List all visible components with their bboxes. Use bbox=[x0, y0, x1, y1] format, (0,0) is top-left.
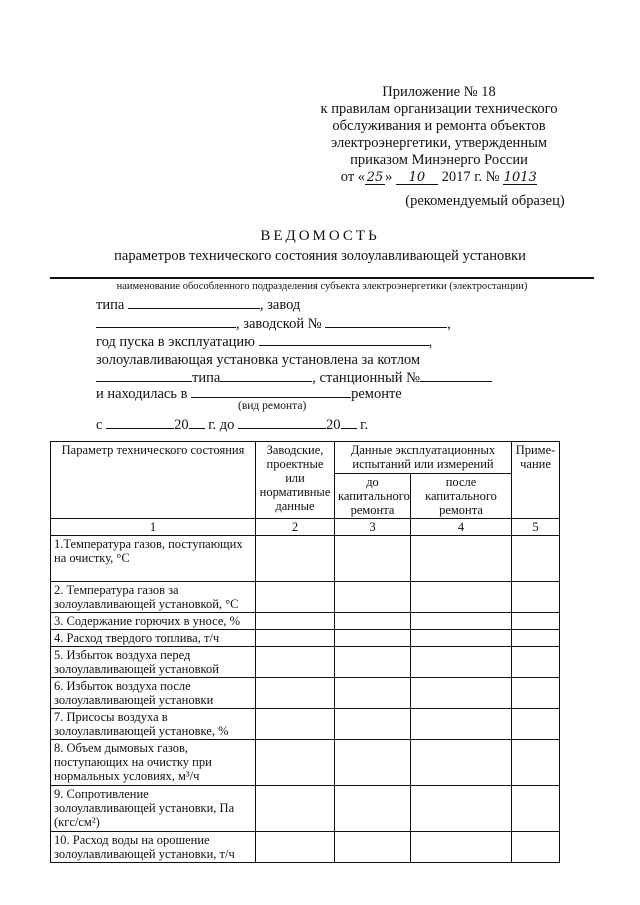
table-row bbox=[51, 740, 560, 786]
table-cell[interactable] bbox=[335, 832, 411, 863]
row-parameter-label: 1.Температура газов, поступающих на очистку, °С bbox=[51, 536, 256, 582]
table-cell[interactable] bbox=[256, 630, 335, 647]
table-cell[interactable] bbox=[411, 740, 512, 786]
table-cell[interactable] bbox=[335, 630, 411, 647]
year-20-b: 20 bbox=[326, 417, 341, 433]
table-cell[interactable] bbox=[335, 740, 411, 786]
document-subtitle: параметров технического состояния золоулавливающей установки bbox=[114, 248, 526, 264]
column-number: 5 bbox=[512, 519, 560, 536]
table-cell[interactable] bbox=[256, 709, 335, 740]
launch-label: год пуска в эксплуатацию bbox=[96, 334, 255, 350]
header-factory-data: Заводские, проектные или нормативные данные bbox=[256, 442, 335, 519]
table-cell[interactable] bbox=[512, 740, 560, 786]
form-line-serial bbox=[96, 315, 451, 333]
table-cell[interactable] bbox=[512, 786, 560, 832]
table-cell[interactable] bbox=[256, 647, 335, 678]
column-numbers-row bbox=[51, 519, 560, 536]
station-number-field[interactable] bbox=[420, 369, 492, 382]
table-cell[interactable] bbox=[256, 613, 335, 630]
to-date-field[interactable] bbox=[238, 416, 326, 429]
type2-field[interactable] bbox=[220, 369, 312, 382]
table-row bbox=[51, 536, 560, 582]
row-parameter-label: 6. Избыток воздуха после золоулавливающей установки bbox=[51, 678, 256, 709]
serial-field[interactable] bbox=[325, 315, 447, 328]
row-parameter-label: 8. Объем дымовых газов, поступающих на очистку при нормальных условиях, м³/ч bbox=[51, 740, 256, 786]
table-cell[interactable] bbox=[411, 678, 512, 709]
table-cell[interactable] bbox=[512, 613, 560, 630]
table-row bbox=[51, 582, 560, 613]
was-in-label: и находилась в bbox=[96, 386, 188, 402]
table-cell[interactable] bbox=[256, 536, 335, 582]
header-operational-data: Данные эксплуатационных испытаний или измерений bbox=[335, 442, 512, 474]
table-cell[interactable] bbox=[256, 786, 335, 832]
table-cell[interactable] bbox=[512, 536, 560, 582]
appendix-line-3: обслуживания и ремонта объектов bbox=[332, 118, 546, 134]
table-row bbox=[51, 678, 560, 709]
table-cell[interactable] bbox=[512, 832, 560, 863]
table-cell[interactable] bbox=[512, 709, 560, 740]
form-line-installed: золоулавливающая установка установлена за котлом bbox=[96, 352, 421, 368]
header-before-repair: до капитального ремонта bbox=[335, 474, 411, 519]
table-cell[interactable] bbox=[411, 832, 512, 863]
appendix-date-line bbox=[304, 169, 574, 186]
serial-label: , заводской № bbox=[236, 316, 322, 332]
table-cell[interactable] bbox=[256, 678, 335, 709]
table-cell[interactable] bbox=[512, 647, 560, 678]
date-month: 10 bbox=[396, 171, 438, 185]
launch-year-field[interactable] bbox=[259, 333, 429, 346]
appendix-line-2: к правилам организации технического bbox=[320, 101, 558, 117]
table-cell[interactable] bbox=[335, 647, 411, 678]
table-cell[interactable] bbox=[411, 582, 512, 613]
table-cell[interactable] bbox=[411, 709, 512, 740]
table-cell[interactable] bbox=[411, 613, 512, 630]
row-parameter-label: 2. Температура газов за золоулавливающей установкой, °С bbox=[51, 582, 256, 613]
table-row bbox=[51, 647, 560, 678]
table-cell[interactable] bbox=[335, 613, 411, 630]
table-cell[interactable] bbox=[411, 786, 512, 832]
row-parameter-label: 5. Избыток воздуха перед золоулавливающей установкой bbox=[51, 647, 256, 678]
from-year-field[interactable] bbox=[189, 416, 205, 429]
table-row bbox=[51, 630, 560, 647]
table-cell[interactable] bbox=[512, 630, 560, 647]
repair-label: ремонте bbox=[351, 386, 402, 402]
repair-type-field[interactable] bbox=[191, 385, 351, 398]
appendix-header bbox=[304, 84, 574, 186]
appendix-line-4: электроэнергетики, утвержденным bbox=[331, 135, 547, 151]
table-cell[interactable] bbox=[335, 582, 411, 613]
date-year: 2017 г. № bbox=[441, 169, 500, 185]
header-parameter: Параметр технического состояния bbox=[51, 442, 256, 519]
document-title: ВЕДОМОСТЬ bbox=[260, 228, 380, 244]
from-label: с bbox=[96, 417, 103, 433]
table-cell[interactable] bbox=[256, 582, 335, 613]
column-number: 4 bbox=[411, 519, 512, 536]
station-label: , станционный № bbox=[312, 370, 420, 386]
table-cell[interactable] bbox=[335, 786, 411, 832]
row-parameter-label: 10. Расход воды на орошение золоулавливающей установки, т/ч bbox=[51, 832, 256, 863]
type2-label: типа bbox=[192, 370, 221, 386]
row-parameter-label: 3. Содержание горючих в уносе, % bbox=[51, 613, 256, 630]
table-cell[interactable] bbox=[411, 536, 512, 582]
appendix-line-5: приказом Минэнерго России bbox=[350, 152, 528, 168]
appendix-line-1: Приложение № 18 bbox=[382, 84, 496, 100]
row-parameter-label: 7. Присосы воздуха в золоулавливающей установке, % bbox=[51, 709, 256, 740]
table-cell[interactable] bbox=[411, 647, 512, 678]
order-number: 1013 bbox=[503, 170, 537, 185]
comma: , bbox=[447, 316, 451, 332]
plant-field[interactable] bbox=[96, 315, 236, 328]
type-field[interactable] bbox=[128, 296, 260, 309]
form-line-type bbox=[96, 296, 300, 314]
table-cell[interactable] bbox=[335, 536, 411, 582]
organization-name-line bbox=[50, 277, 594, 279]
table-row bbox=[51, 832, 560, 863]
table-row bbox=[51, 613, 560, 630]
g-end-label: г. bbox=[360, 417, 369, 433]
date-mid: » bbox=[385, 169, 393, 185]
form-line-launch bbox=[96, 333, 432, 351]
plant-label: , завод bbox=[259, 297, 301, 313]
table-cell[interactable] bbox=[512, 582, 560, 613]
table-row bbox=[51, 709, 560, 740]
comma: , bbox=[428, 334, 433, 350]
from-date-field[interactable] bbox=[106, 416, 174, 429]
type-label: типа bbox=[96, 297, 125, 313]
date-prefix: от « bbox=[340, 169, 366, 185]
year-20-a: 20 bbox=[174, 417, 189, 433]
parameters-table bbox=[50, 441, 560, 863]
header-after-repair: после капитального ремонта bbox=[411, 474, 512, 519]
header-note: Приме-чание bbox=[512, 442, 560, 519]
boiler-field[interactable] bbox=[96, 369, 192, 382]
table-cell[interactable] bbox=[256, 832, 335, 863]
date-day: 25 bbox=[366, 170, 384, 185]
column-number: 1 bbox=[51, 519, 256, 536]
organization-caption: наименование обособленного подразделения субъекта электроэнергетики (электростанции) bbox=[116, 281, 528, 292]
row-parameter-label: 9. Сопротивление золоулавливающей установки, Па (кгс/см²) bbox=[51, 786, 256, 832]
form-line-period bbox=[96, 416, 368, 434]
repair-type-caption: (вид ремонта) bbox=[238, 400, 307, 412]
table-cell[interactable] bbox=[411, 630, 512, 647]
table-cell[interactable] bbox=[256, 740, 335, 786]
table-cell[interactable] bbox=[335, 709, 411, 740]
to-year-field[interactable] bbox=[341, 416, 357, 429]
g-do-label: г. до bbox=[208, 417, 235, 433]
column-number: 3 bbox=[335, 519, 411, 536]
column-number: 2 bbox=[256, 519, 335, 536]
recommended-sample-note: (рекомендуемый образец) bbox=[405, 193, 565, 209]
row-parameter-label: 4. Расход твердого топлива, т/ч bbox=[51, 630, 256, 647]
table-cell[interactable] bbox=[335, 678, 411, 709]
table-row bbox=[51, 786, 560, 832]
table-cell[interactable] bbox=[512, 678, 560, 709]
